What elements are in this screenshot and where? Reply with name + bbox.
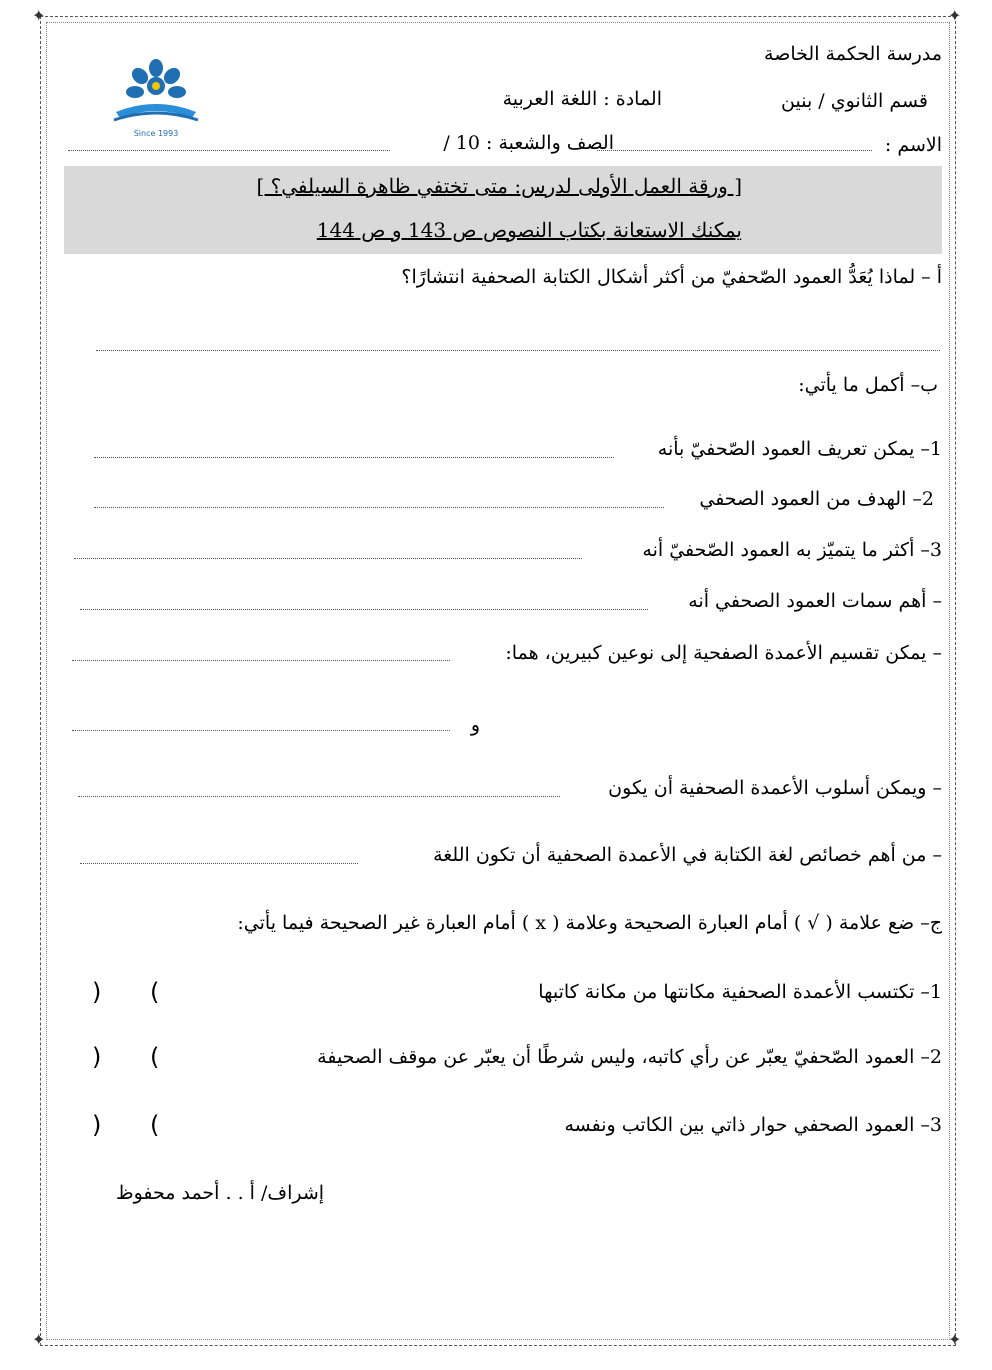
answer-paren-close[interactable]: ) [92, 978, 102, 1006]
section-b-item: 1– يمكن تعريف العمود الصّحفيّ بأنه [657, 438, 942, 460]
name-label: الاسم : [884, 134, 942, 156]
school-logo-icon [104, 56, 208, 142]
section-b-item: – يمكن تقسيم الأعمدة الصفحية إلى نوعين كبيرين، هما: [505, 642, 942, 664]
section-b-item: – من أهم خصائص لغة الكتابة في الأعمدة الصحفية أن تكون اللغة [433, 844, 942, 866]
school-name: مدرسة الحكمة الخاصة [764, 43, 942, 65]
supervisor-signature: إشراف/ أ . . أحمد محفوظ [116, 1182, 325, 1204]
corner-ornament-icon: ✦ [948, 1330, 962, 1349]
section-b-item: 3– أكثر ما يتميّز به العمود الصّحفيّ أنه [642, 539, 942, 561]
answer-paren-open[interactable]: ( [150, 978, 160, 1006]
corner-ornament-icon: ✦ [32, 6, 46, 25]
answer-line[interactable] [80, 863, 358, 864]
answer-paren-close[interactable]: ) [92, 1111, 102, 1139]
logo-caption: Since 1993 [133, 129, 179, 138]
banner-title: [ ورقة العمل الأولى لدرس: متى تختفي ظاهرة السيلفي؟ ] [256, 174, 742, 198]
banner-subtitle: يمكنك الاستعانة بكتاب النصوص ص 143 و ص 144 [316, 218, 742, 242]
answer-paren-open[interactable]: ( [150, 1111, 160, 1139]
subject-label: المادة : اللغة العربية [502, 88, 662, 110]
answer-line[interactable] [94, 507, 664, 508]
answer-line[interactable] [78, 796, 560, 797]
answer-paren-open[interactable]: ( [150, 1043, 160, 1071]
section-b-item: – أهم سمات العمود الصحفي أنه [688, 590, 942, 612]
answer-line[interactable] [72, 730, 450, 731]
corner-ornament-icon: ✦ [948, 6, 962, 25]
section-c-item: 3– العمود الصحفي حوار ذاتي بين الكاتب ونفسه [564, 1114, 942, 1136]
section-b-item: – ويمكن أسلوب الأعمدة الصحفية أن يكون [608, 777, 942, 799]
corner-ornament-icon: ✦ [32, 1330, 46, 1349]
section-c-item: 2– العمود الصّحفيّ يعبّر عن رأي كاتبه، وليس شرطًا أن يعبّر عن موقف الصحيفة [317, 1046, 942, 1068]
section-b-item: 2– الهدف من العمود الصحفي [699, 488, 934, 510]
answer-line[interactable] [72, 660, 450, 661]
section-b-title: ب– أكمل ما يأتي: [798, 374, 938, 396]
name-field[interactable] [597, 150, 872, 151]
answer-line[interactable] [94, 457, 614, 458]
class-label: الصف والشعبة : 10 / [443, 132, 614, 154]
section-c-title: ج– ضع علامة ( √ ) أمام العبارة الصحيحة وعلامة ( x ) أمام العبارة غير الصحيحة فيما يأتي: [237, 912, 942, 934]
section-b-item: و [470, 714, 480, 736]
section-c-item: 1– تكتسب الأعمدة الصحفية مكانتها من مكانة كاتبها [538, 981, 942, 1003]
answer-paren-close[interactable]: ) [92, 1043, 102, 1071]
question-a: أ – لماذا يُعَدُّ العمود الصّحفيّ من أكثر أشكال الكتابة الصحفية انتشارًا؟ [401, 266, 942, 288]
department-label: قسم الثانوي / بنين [781, 90, 928, 112]
answer-line[interactable] [74, 558, 582, 559]
answer-line-a[interactable] [96, 350, 940, 351]
class-field[interactable] [68, 150, 390, 151]
answer-line[interactable] [80, 609, 648, 610]
